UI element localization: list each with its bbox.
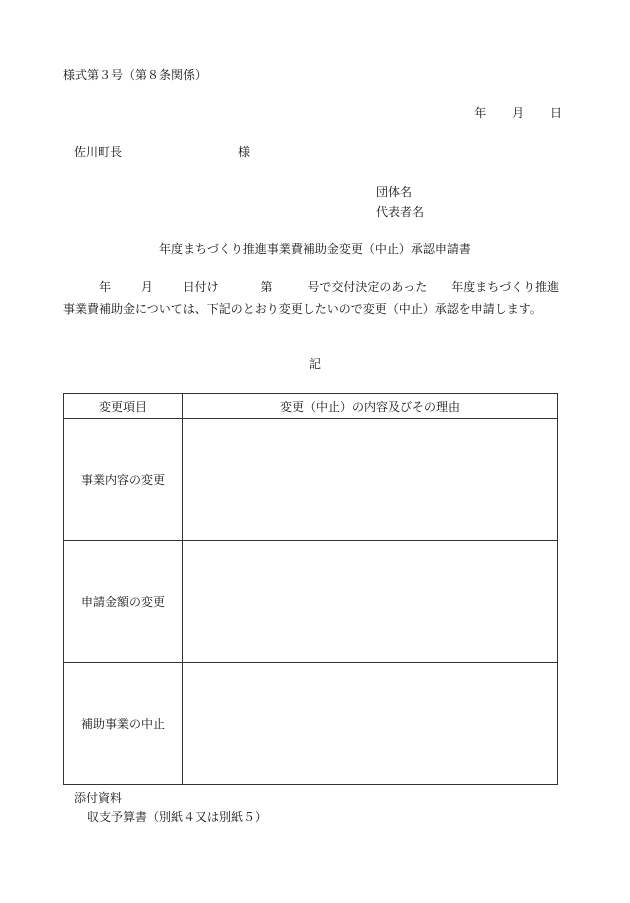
header-change-item: 変更項目 [64, 394, 183, 419]
date-line [452, 104, 562, 121]
ki-heading: 記 [308, 357, 321, 371]
row-item-label: 事業内容の変更 [64, 419, 183, 541]
attachment-item: 収支予算書（別紙４又は別紙５） [87, 810, 268, 824]
body-line-1 [63, 276, 559, 298]
body-month: 月 [140, 280, 153, 294]
row-item-label: 申請金額の変更 [64, 541, 183, 663]
applicant-block [376, 182, 424, 222]
row-item-label: 補助事業の中止 [64, 663, 183, 785]
document-title: 年度まちづくり推進事業費補助金変更（中止）承認申請書 [159, 242, 471, 256]
table-row [64, 419, 558, 541]
body-day: 日付け [182, 280, 219, 294]
date-day: 日 [549, 106, 562, 120]
body-line1-rest: 号で交付決定のあった 年度まちづくり推進 [307, 280, 560, 294]
org-name-label: 団体名 [376, 185, 413, 199]
addressee-honorific: 様 [238, 145, 251, 159]
table-row [64, 541, 558, 663]
date-month: 月 [512, 106, 525, 120]
representative-label: 代表者名 [376, 205, 425, 219]
row-detail-cell[interactable] [183, 541, 558, 663]
header-change-detail: 変更（中止）の内容及びその理由 [183, 394, 558, 419]
row-detail-cell[interactable] [183, 419, 558, 541]
changes-table [63, 393, 558, 785]
body-line-2: 事業費補助金については、下記のとおり変更したいので変更（中止）承認を申請します。 [63, 302, 542, 316]
form-number: 様式第３号（第８条関係） [63, 68, 208, 82]
row-detail-cell[interactable] [183, 663, 558, 785]
table-header-row [64, 394, 558, 419]
body-paragraph [63, 276, 559, 320]
attachments-label: 添付資料 [74, 791, 123, 805]
body-dai: 第 [260, 280, 273, 294]
addressee-name: 佐川町長 [74, 145, 123, 159]
addressee [74, 143, 251, 160]
table-row [64, 663, 558, 785]
date-year: 年 [474, 106, 487, 120]
body-year: 年 [99, 280, 112, 294]
